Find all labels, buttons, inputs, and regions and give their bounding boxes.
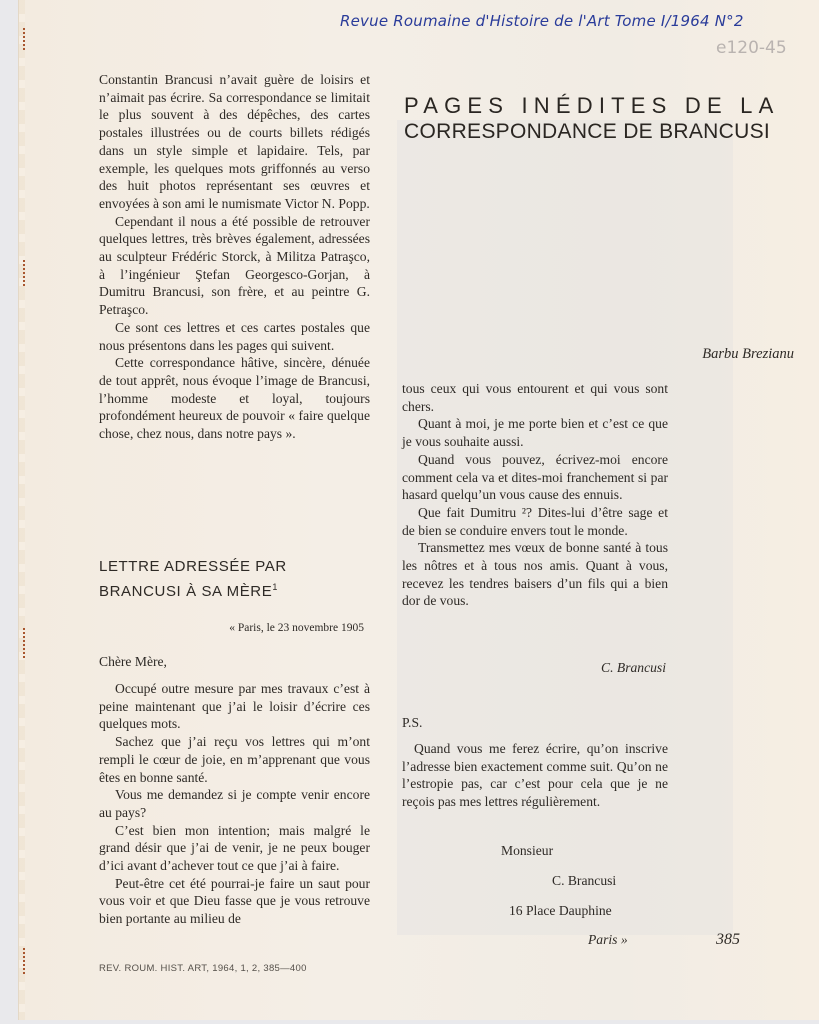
- footnote-marker: 1: [272, 582, 278, 592]
- citation-reference: REV. ROUM. HIST. ART, 1964, 1, 2, 385—400: [99, 963, 307, 974]
- letter-paragraph: Occupé outre mesure par mes travaux c’est à peine maintenant que j’ai le loisir d’écrire ces quelques mots.: [99, 681, 370, 732]
- letter-signature: C. Brancusi: [601, 660, 666, 675]
- letter-paragraph: Quant à moi, je me porte bien et c’est ce que je vous souhaite aussi.: [402, 416, 668, 450]
- letter-paragraph: Que fait Dumitru ²? Dites-lui d’être sage et de bien se conduire envers tout le monde.: [402, 504, 668, 538]
- letter-paragraph: C’est bien mon intention; mais malgré le grand désir que j’ai de venir, je ne peux bouger d’ici avant d’achever tout ce que j’ai à faire.: [99, 822, 370, 874]
- letter-paragraph: Transmettez mes vœux de bonne santé à tous les nôtres et à tous nos amis. Quant à vous, recevez les tendres baisers d’un fils qui a bien dor de vous.: [402, 540, 668, 609]
- staple-mark: [23, 260, 28, 286]
- staple-mark: [23, 628, 28, 658]
- letter-heading-line-1: LETTRE ADRESSÉE PAR: [99, 558, 287, 575]
- letter-salutation: Chère Mère,: [99, 654, 167, 669]
- handwritten-header: Revue Roumaine d'Histoire de l'Art Tome I/1964 N°2: [340, 12, 744, 30]
- address-line: C. Brancusi: [552, 873, 617, 888]
- letter-body-right: [402, 380, 668, 610]
- address-line: Monsieur: [501, 843, 554, 858]
- page-number: 385: [716, 931, 740, 948]
- title-line-2: CORRESPONDANCE DE BRANCUSI: [404, 120, 771, 144]
- ps-label: P.S.: [402, 715, 423, 730]
- address-line: 16 Place Dauphine: [509, 903, 612, 918]
- letter-paragraph: Peut-être cet été pourrai-je faire un saut pour vous voir et que Dieu fasse que je vous retrouve bien portante au milieu de: [99, 875, 370, 927]
- letter-paragraph: Sachez que j’ai reçu vos lettres qui m’ont rempli le cœur de joie, en m’apprenant que vous êtes en bonne santé.: [99, 734, 370, 785]
- intro-paragraph: Cependant il nous a été possible de retrouver quelques lettres, très brèves également, adressées au sculpteur Frédéric Storck, à Militza Patraşco, à l’ingénieur Ştefan Georgesco-Gorjan, à Dumitru Brancusi, son frère, et au peintre G. Petraşco.: [99, 213, 370, 318]
- letter-continuation: tous ceux qui vous entourent et qui vous sont chers.: [402, 381, 668, 414]
- letter-dateline: « Paris, le 23 novembre 1905: [229, 622, 364, 634]
- ps-paragraph: Quand vous me ferez écrire, qu’on inscrive l’adresse bien exactement comme suit. Qu’on ne l’estropie pas, car c’est pour cela que je ne reçois pas mes lettres régulièrement.: [402, 741, 668, 810]
- letter-paragraph: Vous me demandez si je compte venir encore au pays?: [99, 787, 370, 820]
- author-name: Barbu Brezianu: [702, 346, 794, 362]
- letter-body-left: [99, 680, 370, 928]
- letter-heading: [99, 557, 370, 602]
- staple-mark: [23, 28, 28, 50]
- title-line-1: PAGES INÉDITES DE LA: [404, 93, 780, 119]
- intro-paragraph: Ce sont ces lettres et ces cartes postales que nous présentons dans les pages qui suivent.: [99, 319, 370, 353]
- intro-column: [99, 71, 370, 443]
- letter-paragraph: Quand vous pouvez, écrivez-moi encore comment cela va et dites-moi franchement si par hasard quelqu’un vous cause des ennuis.: [402, 451, 668, 503]
- article-title: [404, 93, 798, 145]
- staple-mark: [23, 948, 28, 974]
- intro-paragraph: Constantin Brancusi n’avait guère de loisirs et n’aimait pas écrire. Sa correspondance se limitait le plus souvent à des dépêches, des cartes postales illustrées ou de courts billets rédigés dans un style simple et lapidaire. Tels, par exemple, les quelques mots griffonnés au verso des huit photos représentant ses œuvres et envoyées à son ami le numismate Victor N. Popp.: [99, 72, 370, 211]
- intro-paragraph: Cette correspondance hâtive, sincère, dénuée de tout apprêt, nous évoque l’image de Brancusi, l’homme modeste et loyal, toujours profondément heureux de pouvoir « faire quelque chose, chez nous, dans notre pays ».: [99, 355, 370, 442]
- letter-heading-line-2: BRANCUSI À SA MÈRE: [99, 583, 273, 600]
- ps-body: [402, 740, 668, 811]
- address-line: Paris »: [588, 932, 628, 947]
- pencil-note: e120-45: [716, 38, 787, 58]
